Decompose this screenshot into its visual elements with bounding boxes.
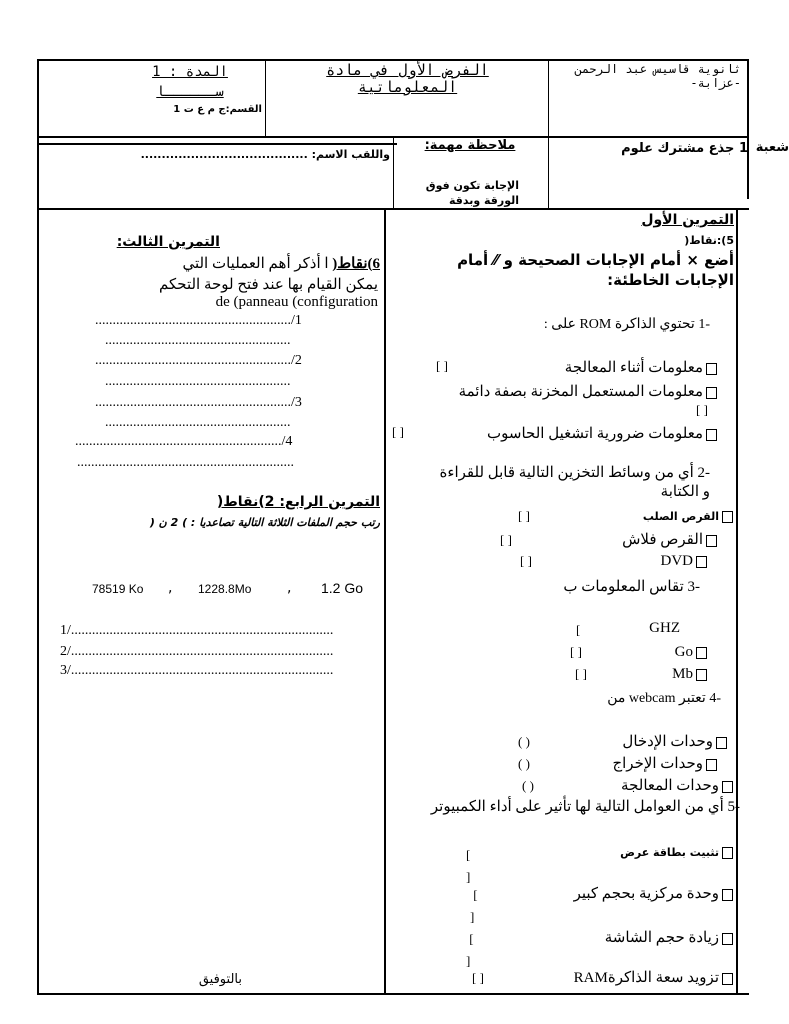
info-bottom [37, 208, 749, 210]
school-name: ثانوية قاسيس عبد الرحمن -عزابة- [574, 62, 741, 90]
ex3-answer-3-cont[interactable]: ..................................................... [105, 415, 291, 430]
q5-bracket-3[interactable]: [ ] [466, 931, 474, 968]
q5-bracket-4[interactable]: [ ] [472, 970, 484, 985]
q5-option-2: وحدة مركزية بحجم كبير [520, 884, 736, 903]
ex3-answer-2[interactable]: ......................................................../2 [95, 353, 302, 368]
checkbox[interactable] [716, 737, 727, 749]
checkbox[interactable] [722, 933, 733, 945]
level-label: 1 جذع مشترك علوم [621, 141, 748, 156]
checkbox[interactable] [696, 669, 707, 681]
checkbox[interactable] [706, 535, 717, 547]
checkbox[interactable] [722, 889, 733, 901]
q4-option-2: وحدات الإخراج [560, 754, 720, 773]
q5-bracket-2[interactable]: [ ] [470, 887, 478, 924]
ex3-title: التمرين الثالث: [116, 234, 220, 250]
name-row-top [37, 143, 397, 145]
q3-bracket-3[interactable]: [ ] [575, 666, 587, 681]
q2-text: -2 أي من وسائط التخزين التالية قابل للقراءة و الكتابة [439, 465, 710, 500]
ex3-text-3: de (panneau (configuration [215, 294, 378, 310]
right-border-lower [736, 210, 738, 995]
exam-duration: المدة : 1 ســــــا [152, 64, 228, 100]
q1-option-3: معلومات ضرورية اتشغيل الحاسوب [400, 424, 720, 443]
q1-option-1: معلومات أثناء المعالجة [400, 358, 720, 377]
q3-option-1: GHZ [649, 620, 680, 636]
level-cut-text: شعبة [755, 140, 789, 155]
checkbox[interactable] [722, 511, 733, 523]
q1-bracket-1[interactable]: [ ] [436, 358, 448, 373]
q3-text: -3 تقاس المعلومات ب [563, 579, 700, 595]
q2-option-1: القرص الصلب [560, 510, 736, 523]
ex3-answer-1[interactable]: ......................................................../1 [95, 313, 302, 328]
ex3-answer-3[interactable]: ......................................................../3 [95, 395, 302, 410]
ex1-points: 5):نقاط( [684, 234, 734, 247]
outer-bottom-border [37, 993, 749, 995]
q1-bracket-2[interactable]: [ ] [696, 402, 708, 417]
checkbox[interactable] [706, 429, 717, 441]
q5-option-4: تزويد سعة الذاكرةRAM [520, 968, 736, 987]
exam-title: الفرض الأول في مادة المعلوماتية [326, 61, 489, 96]
ex3-answer-1-cont[interactable]: ..................................................... [105, 333, 291, 348]
student-name-field[interactable]: واللقب الاسم: ........................................ [140, 148, 390, 161]
q1-option-2: معلومات المستعمل المخزنة بصفة دائمة [390, 382, 720, 401]
checkbox[interactable] [696, 556, 707, 568]
ex4-sep-1: , [287, 580, 292, 596]
ex3-answer-4-cont[interactable]: .............................................................. [77, 455, 294, 470]
checkbox[interactable] [706, 363, 717, 375]
q4-option-3: وحدات المعالجة [550, 776, 736, 795]
q4-paren-1[interactable]: ( ) [518, 734, 530, 749]
note-text: الإجابة تكون فوق الورقة وبدقة [425, 179, 519, 207]
ex4-instruction: رتب حجم الملفات الثلاثة التالية تصاعديا : ) 2 ن ( [149, 516, 380, 529]
checkbox[interactable] [696, 647, 707, 659]
ex3-answer-2-cont[interactable]: ..................................................... [105, 374, 291, 389]
q2-option-2: القرص فلاش [560, 530, 720, 549]
q1-bracket-3[interactable]: [ ] [392, 424, 404, 439]
q2-bracket-2[interactable]: [ ] [500, 532, 512, 547]
q5-bracket-1[interactable]: [ ] [466, 847, 471, 884]
ex4-answer-1[interactable]: 1/........................................................................... [60, 623, 334, 638]
q2-bracket-1[interactable]: [ ] [518, 508, 530, 523]
class-section: القسم:ج م ع ت 1 [173, 104, 262, 115]
q4-paren-2[interactable]: ( ) [518, 756, 530, 771]
ex4-answer-3[interactable]: 3/........................................................................... [60, 663, 334, 678]
ex1-title: التمرين الأول [641, 212, 734, 228]
header-divider-1 [265, 59, 266, 137]
ex1-instruction: أضع × أمام الإجابات الصحيحة و ⁄⁄ أمام الإجابات الخاطئة: [457, 251, 734, 289]
checkbox[interactable] [706, 387, 717, 399]
checkbox[interactable] [706, 759, 717, 771]
q4-paren-3[interactable]: ( ) [522, 778, 534, 793]
q3-option-3: Mb [620, 666, 710, 683]
header-divider-2 [548, 59, 549, 209]
q1-text: -1 تحتوي الذاكرة ROM على : [543, 317, 710, 332]
outer-right-border [747, 59, 749, 199]
ex4-title: التمرين الرابع: 2)نقاط( [216, 494, 380, 510]
column-divider [384, 208, 386, 995]
checkbox[interactable] [722, 973, 733, 985]
ex4-size-1: 1.2 Go [321, 580, 364, 596]
ex4-size-3: 78519 Ko [92, 582, 144, 596]
q4-text: -4 تعتبر webcam من [607, 691, 721, 706]
ex3-text-1: 6)نقاط( ا أذكر أهم العمليات التي [182, 256, 380, 272]
checkbox[interactable] [722, 781, 733, 793]
q3-option-2: Go [620, 644, 710, 661]
ex3-answer-4[interactable]: .........................................................../4 [75, 434, 293, 449]
checkbox[interactable] [722, 847, 733, 859]
q3-bracket-1[interactable]: [ [576, 622, 581, 637]
ex4-size-2: 1228.8Mo [198, 582, 252, 596]
q3-bracket-2[interactable]: [ ] [570, 644, 582, 659]
ex4-sep-2: , [168, 580, 173, 596]
q4-option-1: وحدات الإدخال [560, 732, 730, 751]
note-title: ملاحظة مهمة: [424, 138, 516, 153]
ex4-answer-2[interactable]: 2/........................................................................... [60, 644, 334, 659]
q2-option-3: DVD [600, 553, 710, 570]
ex3-text-2: يمكن القيام بها عند فتح لوحة التحكم [159, 277, 378, 293]
q5-option-1: تثبيت بطاقة عرض [560, 846, 736, 859]
q5-text: -5 أي من العوامل التالية لها تأثير على أداء الكمبيوتر [430, 799, 740, 815]
footer-good-luck: بالتوفيق [198, 972, 242, 987]
q5-option-3: زيادة حجم الشاشة [520, 928, 736, 947]
outer-left-border [37, 59, 39, 995]
q2-bracket-3[interactable]: [ ] [520, 553, 532, 568]
